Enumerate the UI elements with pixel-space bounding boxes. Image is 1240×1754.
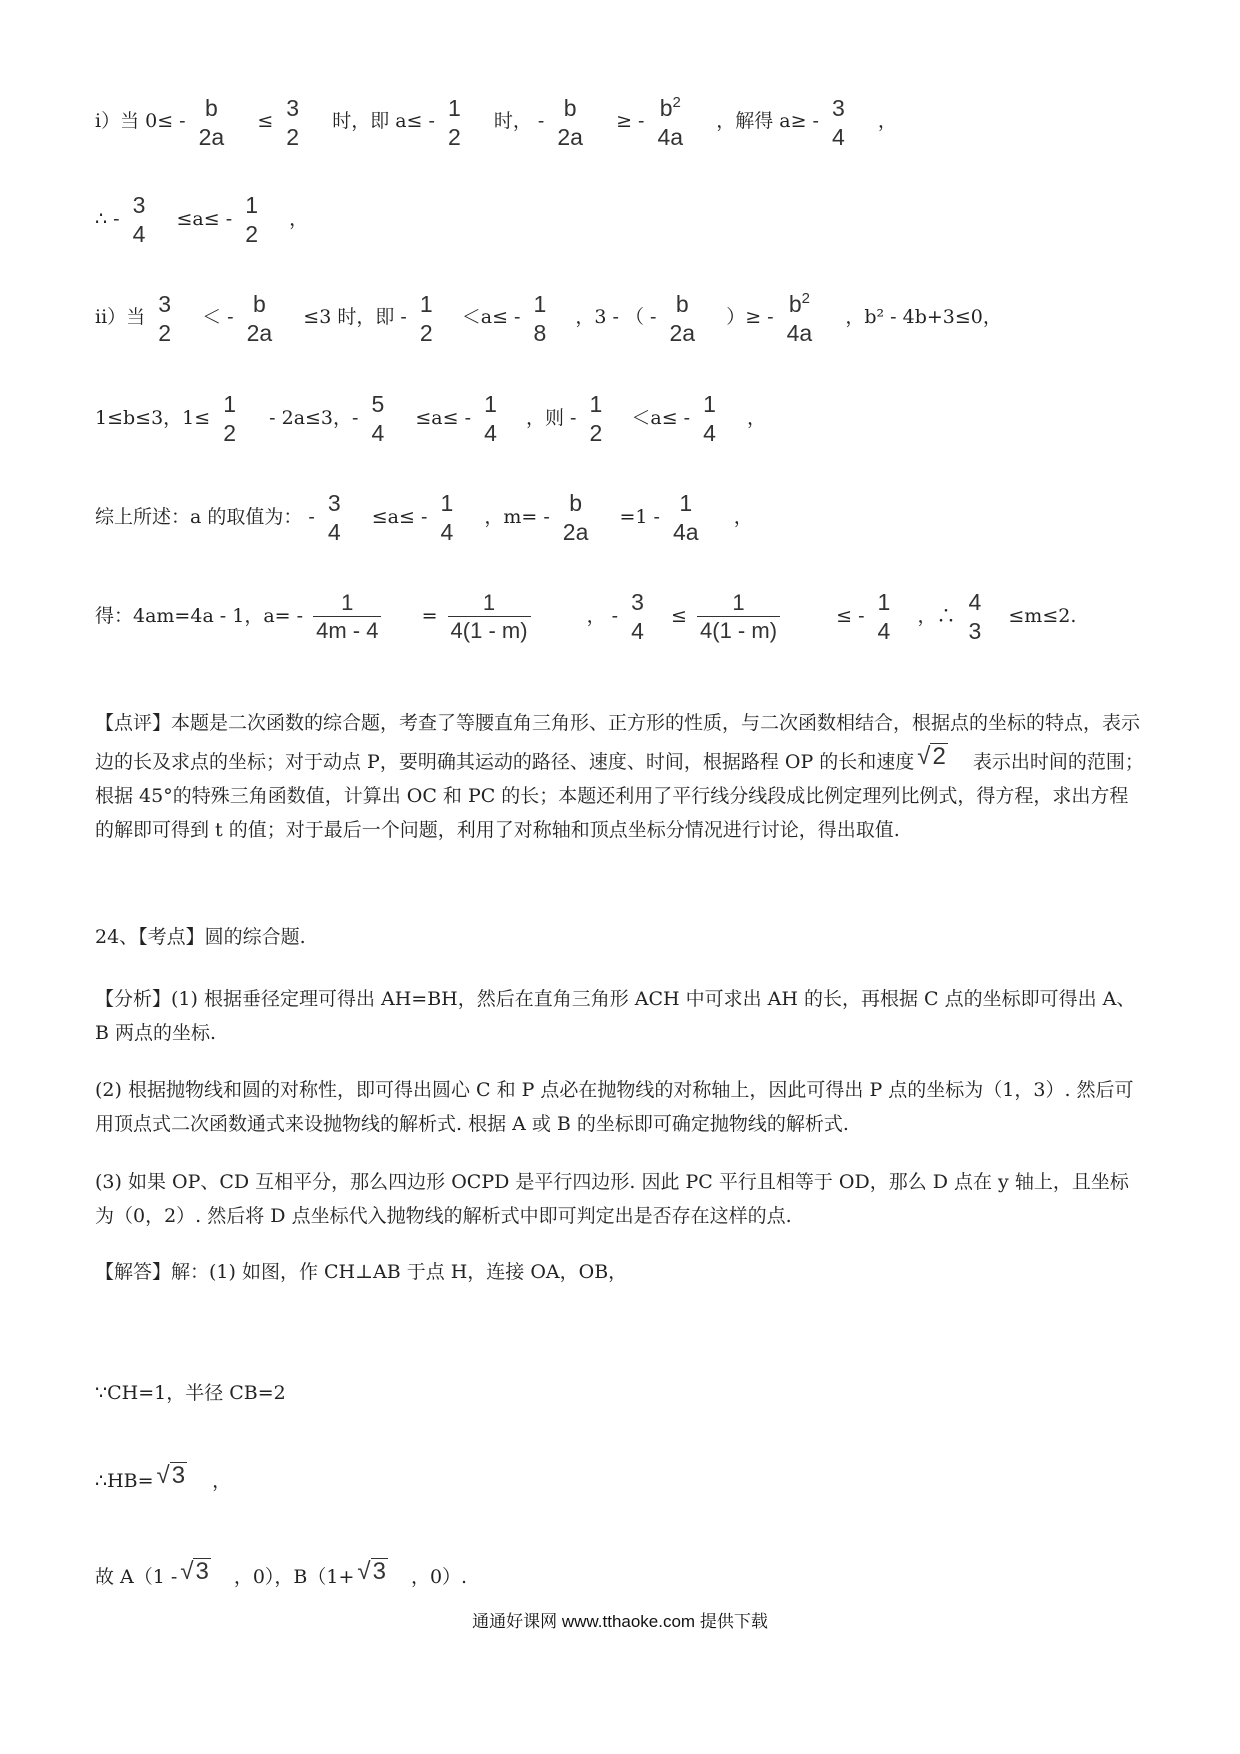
- denominator: 4a: [786, 320, 813, 347]
- text: ，解得 a≥ -: [716, 110, 819, 133]
- fraction: [829, 96, 848, 149]
- text: ≤: [257, 110, 274, 133]
- denominator: 4a: [657, 124, 684, 151]
- text: ，: [877, 110, 897, 133]
- numerator: 3: [286, 94, 300, 121]
- fraction: [437, 491, 456, 544]
- text: ≤a≤ -: [176, 207, 233, 230]
- text: ，0），B（1+: [233, 1566, 355, 1588]
- fraction: [966, 590, 985, 643]
- fraction: [242, 193, 261, 246]
- denominator: 2a: [562, 519, 589, 546]
- text: - 2a≤3，-: [269, 406, 359, 429]
- text: =1 -: [619, 505, 660, 528]
- fraction: [481, 392, 500, 445]
- numerator: 1: [877, 589, 891, 615]
- numerator: 1: [533, 290, 547, 317]
- sqrt-symbol: √2: [917, 743, 946, 770]
- denominator: 2: [286, 123, 300, 150]
- text: ≤ -: [836, 604, 865, 627]
- fraction: [196, 96, 228, 149]
- text: 时， -: [493, 110, 545, 133]
- denominator: 4: [832, 123, 845, 150]
- numerator: 1: [484, 391, 497, 417]
- radicand: 3: [171, 1462, 186, 1489]
- denominator: 4: [703, 420, 716, 447]
- fraction: [130, 193, 149, 246]
- denominator: 4m - 4: [316, 618, 379, 644]
- numerator: b: [563, 94, 577, 121]
- solution-step-3: [95, 1558, 467, 1589]
- fraction: [445, 96, 464, 149]
- radicand: 2: [932, 743, 946, 770]
- q24-analysis-3: (3) 如果 OP、CD 互相平分，那么四边形 OCPD 是平行四边形. 因此 PC 平行且相等于 OD，那么 D 点在 y 轴上，且坐标为（0，2）. 然后将 D 点坐标代入抛物线的解析式中即可判定出是否存在这样的点.: [95, 1171, 1129, 1227]
- sqrt-symbol: √3: [180, 1558, 209, 1585]
- numerator: b: [675, 290, 689, 317]
- fraction: [784, 291, 816, 345]
- numerator: 1: [440, 490, 454, 516]
- numerator: 1: [697, 591, 780, 617]
- text: ≤3 时，即 -: [303, 306, 407, 329]
- text: ，: [289, 207, 309, 230]
- text: ，0）.: [410, 1566, 468, 1588]
- superscript: 2: [801, 290, 810, 307]
- denominator: 2: [158, 319, 171, 346]
- fraction: [560, 491, 592, 544]
- text: 1≤b≤3，1≤: [95, 406, 211, 429]
- text: 时，即 a≤ -: [332, 110, 435, 133]
- numerator: 1: [679, 490, 693, 516]
- denominator: 4a: [673, 519, 699, 546]
- fraction: [417, 292, 436, 345]
- numerator: 1: [245, 192, 258, 218]
- denominator: 2: [447, 123, 461, 150]
- fraction: [875, 590, 894, 643]
- denominator: 2: [223, 420, 237, 447]
- denominator: 2a: [198, 123, 225, 150]
- text: i）当 0≤ -: [95, 110, 186, 133]
- fraction: [586, 392, 605, 445]
- denominator: 2: [245, 221, 258, 248]
- numerator: 1: [223, 391, 237, 417]
- fraction: [325, 491, 344, 544]
- text: ＜ -: [202, 306, 234, 329]
- denominator: 2a: [246, 319, 273, 346]
- fraction: [628, 590, 647, 643]
- numerator: 4: [968, 589, 982, 615]
- q24-answer: 【解答】解：(1) 如图，作 CH⊥AB 于点 H，连接 OA，OB，: [95, 1261, 628, 1283]
- numerator: 3: [327, 490, 341, 516]
- comment-paragraph: [95, 706, 1145, 847]
- text: ∴ -: [95, 207, 120, 230]
- numerator: 1: [703, 391, 716, 417]
- text: 综上所述：a 的取值为： -: [95, 505, 315, 528]
- text: ，则 -: [525, 406, 577, 429]
- denominator: 4: [631, 618, 644, 645]
- sqrt-symbol: √3: [156, 1462, 186, 1489]
- numerator: b: [205, 94, 218, 121]
- sqrt-symbol: √3: [357, 1558, 386, 1585]
- fraction: [244, 292, 276, 345]
- math-line-3: [95, 291, 1002, 345]
- denominator: 8: [533, 319, 547, 346]
- fraction: [697, 591, 780, 642]
- numerator: b: [569, 490, 582, 516]
- text: ＜a≤ -: [461, 306, 521, 329]
- denominator: 2a: [669, 319, 696, 346]
- text: ≤a≤ -: [371, 505, 428, 528]
- superscript: 2: [672, 94, 681, 111]
- numerator: 3: [832, 94, 845, 121]
- numerator: 3: [631, 589, 644, 615]
- q24-analysis-2: (2) 根据抛物线和圆的对称性，即可得出圆心 C 和 P 点必在抛物线的对称轴上，因此可得出 P 点的坐标为（1，3）. 然后可用顶点式二次函数通式来设抛物线的解析式. 根据 A 或 B 的坐标即可确定抛物线的解析式.: [95, 1079, 1134, 1135]
- fraction: [670, 491, 702, 544]
- denominator: 2: [589, 420, 603, 447]
- numerator: b: [659, 95, 673, 121]
- numerator: b: [253, 290, 266, 317]
- math-line-4: [95, 392, 766, 445]
- fraction: [700, 392, 719, 445]
- text: ，3 - （ -: [575, 306, 657, 329]
- text: ，∴: [917, 604, 956, 627]
- text: ii）当: [95, 306, 146, 329]
- denominator: 2a: [557, 123, 583, 150]
- text: ，m= -: [484, 505, 550, 528]
- q24-analysis-1: 【分析】(1) 根据垂径定理可得出 AH=BH，然后在直角三角形 ACH 中可求出 AH 的长，再根据 C 点的坐标即可得出 A、B 两点的坐标.: [95, 988, 1136, 1044]
- denominator: 3: [968, 618, 982, 645]
- radicand: 3: [195, 1558, 209, 1585]
- text: ∴HB=: [95, 1470, 154, 1492]
- text: ≥ -: [616, 110, 645, 133]
- text: ≤a≤ -: [415, 406, 472, 429]
- numerator: 5: [371, 391, 385, 417]
- text: ， -: [586, 604, 619, 627]
- math-line-2: [95, 193, 308, 246]
- denominator: 4: [327, 519, 341, 546]
- text: ，: [733, 505, 753, 528]
- text: ＜a≤ -: [631, 406, 691, 429]
- fraction: [313, 591, 381, 642]
- numerator: b: [788, 291, 802, 317]
- fraction: [369, 392, 388, 445]
- text: ）≥ -: [726, 306, 774, 329]
- denominator: 4: [371, 420, 385, 447]
- numerator: 3: [132, 192, 146, 218]
- denominator: 4(1 - m): [450, 618, 528, 644]
- comment-text-1: 【点评】本题是二次函数的综合题，考查了等腰直角三角形、正方形的性质，与二次函数相结合，根据点的坐标的特点，表示边的长及求点的坐标；对于动点 P，要明确其运动的路径、速度、时间，根据路程 OP 的长和速度: [95, 712, 1141, 773]
- text: ，: [212, 1470, 232, 1492]
- denominator: 4: [440, 519, 454, 546]
- fraction: [655, 95, 687, 149]
- denominator: 2: [419, 319, 433, 346]
- text: ∵CH=1，半径 CB=2: [95, 1382, 286, 1404]
- page-footer: 通通好课网 www.tthaoke.com 提供下载: [472, 1612, 768, 1631]
- solution-step-1: [95, 1378, 286, 1405]
- math-line-5: [95, 491, 753, 544]
- numerator: 1: [313, 591, 381, 617]
- comment-text-2: 表示出时间的范围；根据 45°的特殊三角函数值，计算出 OC 和 PC 的长；本题还利用了平行线分线段成比例定理列比例式，得方程，求出方程的解即可得到 t 的值；对于最后一个问题，利用了对称轴和顶点坐标分情况进行讨论，得出取值.: [95, 751, 1144, 841]
- numerator: 1: [447, 94, 461, 121]
- q24-title: 24、【考点】圆的综合题.: [95, 926, 306, 948]
- radicand: 3: [372, 1558, 386, 1585]
- fraction: [448, 591, 531, 642]
- denominator: 4: [484, 420, 497, 447]
- fraction: [531, 292, 550, 345]
- numerator: 3: [158, 290, 171, 317]
- denominator: 4(1 - m): [700, 618, 778, 644]
- text: =: [421, 604, 438, 627]
- numerator: 1: [419, 290, 433, 317]
- text: 故 A（1 -: [95, 1566, 178, 1588]
- fraction: [554, 96, 586, 149]
- denominator: 4: [877, 618, 891, 645]
- math-line-1: [95, 95, 897, 149]
- text: ，b² - 4b+3≤0，: [845, 306, 1002, 329]
- text: 得：4am=4a - 1，a= -: [95, 604, 304, 627]
- numerator: 1: [448, 591, 531, 617]
- solution-step-2: [95, 1462, 231, 1493]
- text: ≤m≤2.: [1008, 604, 1077, 627]
- fraction: [667, 292, 699, 345]
- fraction: [283, 96, 302, 149]
- math-line-6: [95, 590, 1076, 643]
- text: ，: [747, 406, 767, 429]
- text: ≤: [671, 604, 687, 627]
- fraction: [155, 292, 174, 345]
- numerator: 1: [589, 391, 603, 417]
- denominator: 4: [132, 221, 146, 248]
- fraction: [220, 392, 239, 445]
